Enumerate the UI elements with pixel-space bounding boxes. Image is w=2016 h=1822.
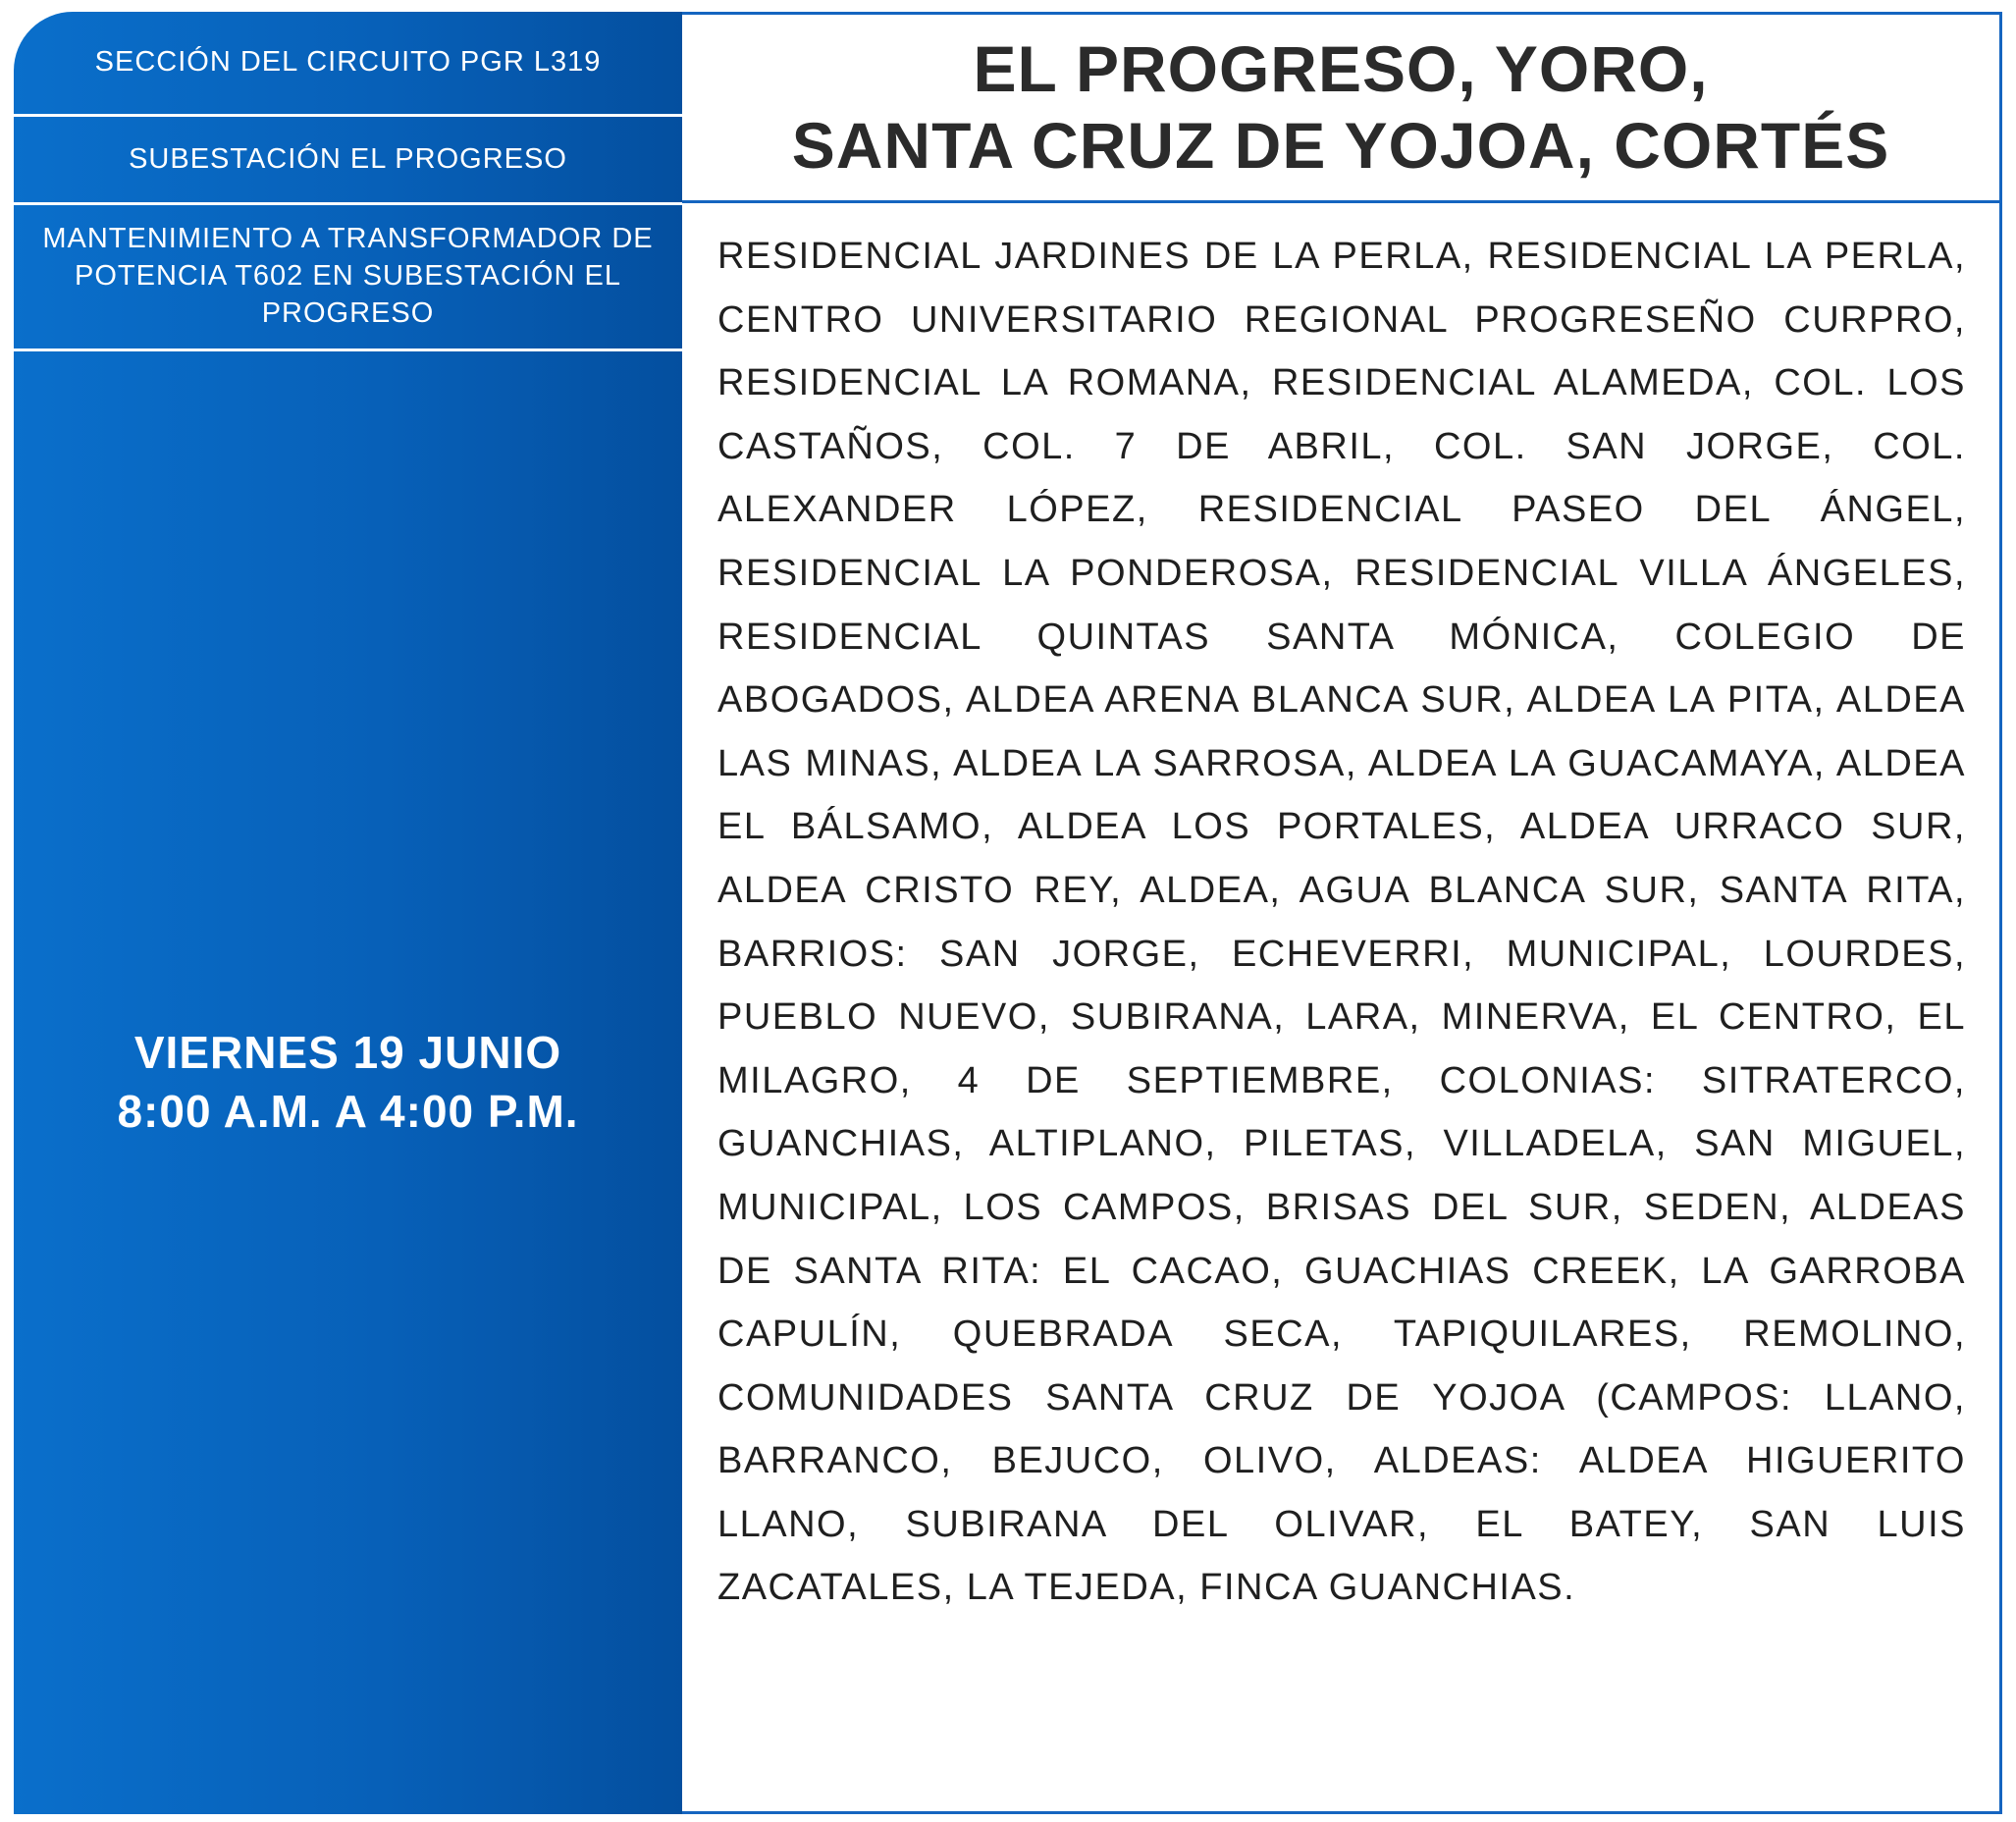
outage-date: VIERNES 19 JUNIO — [133, 1027, 562, 1079]
outage-time: 8:00 A.M. A 4:00 P.M. — [117, 1086, 579, 1137]
location-title-line1: EL PROGRESO, YORO, — [973, 32, 1709, 106]
schedule-datetime — [14, 351, 682, 1814]
location-title — [682, 15, 1999, 203]
affected-areas-panel — [682, 12, 2002, 1814]
substation-label: SUBESTACIÓN EL PROGRESO — [14, 117, 682, 205]
affected-areas-list: RESIDENCIAL JARDINES DE LA PERLA, RESIDENCIAL LA PERLA, CENTRO UNIVERSITARIO REGIONAL PROGRESEÑO CURPRO, RESIDENCIAL LA ROMANA, RESIDENCIAL ALAMEDA, COL. LOS CASTAÑOS, COL. 7 DE ABRIL, COL. SAN JORGE, COL. ALEXANDER LÓPEZ, RESIDENCIAL PASEO DEL ÁNGEL, RESIDENCIAL LA PONDEROSA, RESIDENCIAL VILLA ÁNGELES, RESIDENCIAL QUINTAS SANTA MÓNICA, COLEGIO DE ABOGADOS, ALDEA ARENA BLANCA SUR, ALDEA LA PITA, ALDEA LAS MINAS, ALDEA LA SARROSA, ALDEA LA GUACAMAYA, ALDEA EL BÁLSAMO, ALDEA LOS PORTALES, ALDEA URRACO SUR, ALDEA CRISTO REY, ALDEA, AGUA BLANCA SUR, SANTA RITA, BARRIOS: SAN JORGE, ECHEVERRI, MUNICIPAL, LOURDES, PUEBLO NUEVO, SUBIRANA, LARA, MINERVA, EL CENTRO, EL MILAGRO, 4 DE SEPTIEMBRE, COLONIAS: SITRATERCO, GUANCHIAS, ALTIPLANO, PILETAS, VILLADELA, SAN MIGUEL, MUNICIPAL, LOS CAMPOS, BRISAS DEL SUR, SEDEN, ALDEAS DE SANTA RITA: EL CACAO, GUACHIAS CREEK, LA GARROBA CAPULÍN, QUEBRADA SECA, TAPIQUILARES, REMOLINO, COMUNIDADES SANTA CRUZ DE YOJOA (CAMPOS: LLANO, BARRANCO, BEJUCO, OLIVO, ALDEAS: ALDEA HIGUERITO LLANO, SUBIRANA DEL OLIVAR, EL BATEY, SAN LUIS ZACATALES, LA TEJEDA, FINCA GUANCHIAS. — [717, 236, 1966, 1609]
maintenance-description: MANTENIMIENTO A TRANSFORMADOR DE POTENCIA T602 EN SUBESTACIÓN EL PROGRESO — [14, 205, 682, 351]
circuit-section-label: SECCIÓN DEL CIRCUITO PGR L319 — [14, 12, 682, 117]
schedule-panel — [14, 12, 682, 1814]
location-title-line2: SANTA CRUZ DE YOJOA, CORTÉS — [791, 108, 1890, 182]
outage-notice-card — [14, 12, 2002, 1814]
